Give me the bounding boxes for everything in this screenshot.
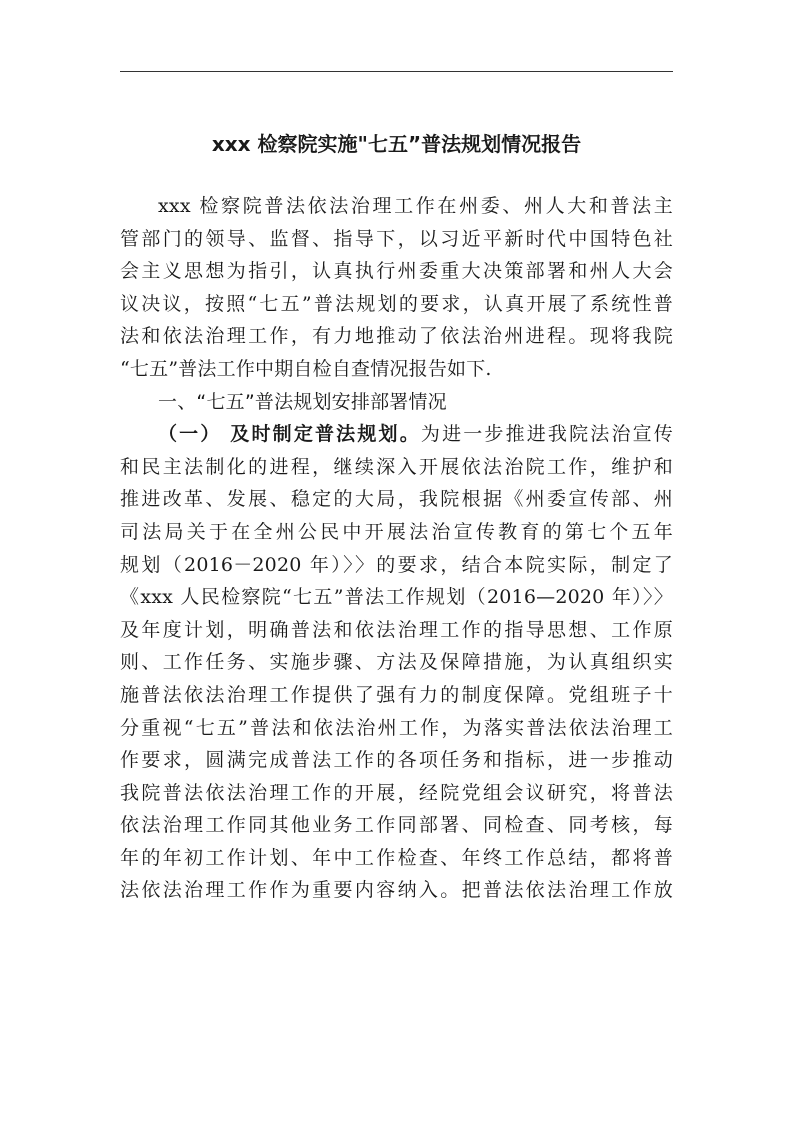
paragraph-2-line-13: 依法治理工作同其他业务工作同部署、同检查、同考核，每 — [120, 814, 673, 837]
paragraph-1-line-3: 会主义思想为指引，认真执行州委重大决策部署和州人大会 — [120, 260, 673, 283]
paragraph-1-line-2: 管部门的领导、监督、指导下，以习近平新时代中国特色社 — [120, 227, 673, 250]
paragraph-2-line-12: 我院普法依法治理工作的开展，经院党组会议研究，将普法 — [120, 781, 673, 804]
paragraph-2-line-4: 司法局关于在全州公民中开展法治宣传教育的第七个五年 — [120, 520, 673, 543]
paragraph-2-line-5: 规划（2016－2020 年）〉〉的要求，结合本院实际，制定了 — [120, 553, 673, 576]
paragraph-2-line-11: 作要求，圆满完成普法工作的各项任务和指标，进一步推动 — [120, 749, 673, 772]
paragraph-1-line-4: 议决议，按照“七五”普法规划的要求，认真开展了系统性普 — [120, 292, 673, 315]
header-rule — [120, 71, 673, 72]
section-1-heading: 一、“七五”普法规划安排部署情况 — [158, 390, 447, 413]
paragraph-2-first-rest: 为进一步推进我院法治宣传 — [420, 423, 674, 446]
paragraph-1-line-6: “七五”普法工作中期自检自查情况报告如下. — [120, 357, 492, 380]
paragraph-2-line-2: 和民主法制化的进程，继续深入开展依法治院工作，维护和 — [120, 455, 673, 478]
paragraph-2-line-10: 分重视“七五”普法和依法治州工作，为落实普法依法治理工 — [120, 716, 673, 739]
paragraph-2-line-14: 年的年初工作计划、年中工作检查、年终工作总结，都将普 — [120, 846, 673, 869]
paragraph-1-line-1: xxx 检察院普法依法治理工作在州委、州人大和普法主 — [158, 195, 673, 217]
paragraph-2-lead: （一） 及时制定普法规划。 — [158, 423, 421, 446]
paragraph-2-line-7: 及年度计划，明确普法和依法治理工作的指导思想、工作原 — [120, 618, 673, 641]
paragraph-1-line-5: 法和依法治理工作，有力地推动了依法治州进程。现将我院 — [120, 325, 673, 348]
document-body — [120, 190, 673, 907]
paragraph-2-line-9: 施普法依法治理工作提供了强有力的制度保障。党组班子十 — [120, 683, 673, 706]
paragraph-2-line-1 — [120, 418, 673, 451]
paragraph-2-line-8: 则、工作任务、实施步骤、方法及保障措施，为认真组织实 — [120, 651, 673, 674]
document-title: xxx 检察院实施"七五”普法规划情况报告 — [211, 132, 582, 156]
paragraph-2-line-15: 法依法治理工作作为重要内容纳入。把普法依法治理工作放 — [120, 879, 673, 902]
paragraph-2-line-3: 推进改革、发展、稳定的大局，我院根据《州委宣传部、州 — [120, 488, 673, 511]
paragraph-2-line-6: 《xxx 人民检察院“七五”普法工作规划（2016—2020 年）〉〉 — [120, 586, 673, 609]
